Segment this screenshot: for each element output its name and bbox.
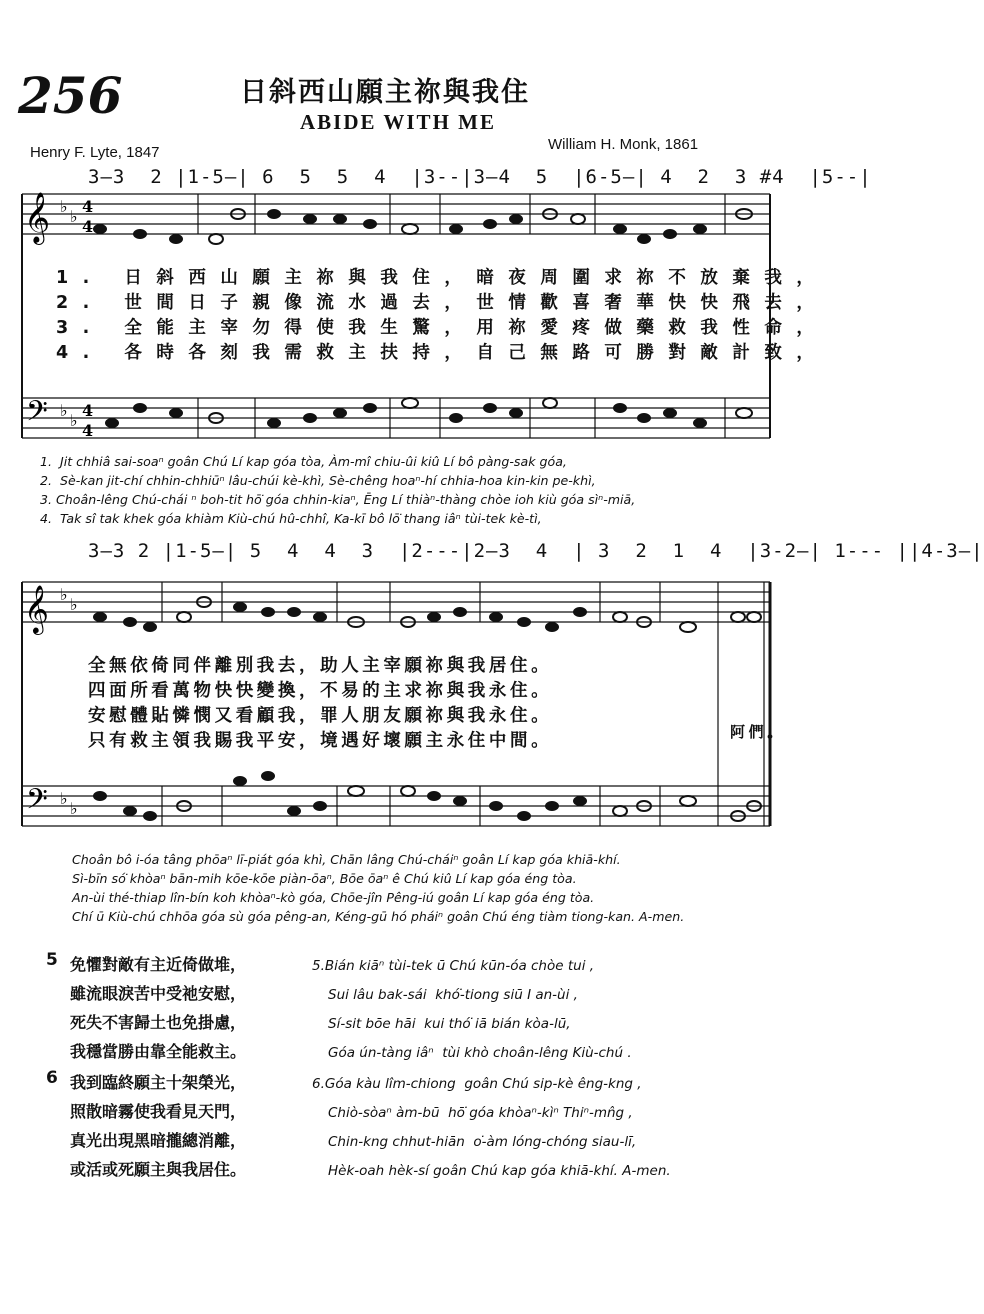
romanized-line: Sì-bīn só͘ khòaⁿ bān-mih kōe-kōe piàn-ōaⁿ, Bōe ōaⁿ ê Chú kiû Lí kap góa éng tòa. <box>72 871 577 886</box>
verse-6-romanized <box>312 1070 671 1186</box>
title-chinese: 日斜西山願主祢與我住 <box>240 77 530 108</box>
verse-6-chinese <box>70 1068 246 1184</box>
svg-text:♭: ♭ <box>60 585 68 604</box>
composer-credit: William H. Monk, 1861 <box>548 136 699 153</box>
amen-chinese: 阿們。 <box>730 723 786 741</box>
verse-line: 死失不害歸土也免掛慮， <box>70 1013 247 1032</box>
lyrics-chinese-block-1 <box>56 264 828 364</box>
svg-text:4: 4 <box>82 401 94 420</box>
verse-romanized-line: Góa ún-tàng iâⁿ tùi khò choân-lêng Kiù-chú . <box>328 1045 632 1061</box>
verse-6-number: 6 <box>46 1068 58 1088</box>
lyric-line: 安慰體貼憐憫又看顧我，罪人朋友願祢與我永住。 <box>88 706 553 726</box>
lyric-line: 全無依倚同伴離別我去，助人主宰願祢與我居住。 <box>88 656 553 676</box>
verse-romanized-line: Sui lâu bak-sái khó͘-tiong siū I an-ùi , <box>328 987 578 1003</box>
svg-text:4: 4 <box>82 421 94 440</box>
lyric-line: 四面所看萬物快快變換，不易的主求祢與我永住。 <box>88 681 553 701</box>
svg-text:4: 4 <box>82 197 94 216</box>
svg-text:♭: ♭ <box>60 789 68 808</box>
svg-text:♭: ♭ <box>70 207 78 226</box>
numbered-notation-line-1: 3—3 2 |1-5—| 6 5 5 4 |3--|3—4 5 |6-5—| 4 2 3 #4 |5--| <box>88 166 872 188</box>
lyric-line: 1. 日斜西山願主祢與我住，暗夜周圍求祢不放棄我， <box>56 268 829 288</box>
lyricist-credit: Henry F. Lyte, 1847 <box>30 144 160 161</box>
lyrics-romanized-block-1 <box>40 452 635 528</box>
verse-romanized-line: Sí-sit bōe hāi kui thó͘ iā bián kòa-lū, <box>328 1016 571 1032</box>
verse-line: 雖流眼淚苦中受祂安慰， <box>70 984 247 1003</box>
romanized-line: Choân bô i-óa tâng phōaⁿ lī-piát góa khì, Chān lâng Chú-cháiⁿ goân Lí kap góa khiā-khí. <box>72 852 621 867</box>
lyrics-chinese-block-2 <box>88 652 552 752</box>
romanized-line: 2. Sè-kan jit-chí chhin-chhiūⁿ lâu-chúi kè-khì, Sè-chêng hoaⁿ-hí chhia-hoa kin-kin pe-khì, <box>40 473 596 488</box>
svg-text:♭: ♭ <box>60 401 68 420</box>
romanized-line: 3. Choân-lêng Chú-chái ⁿ boh-tit hō͘ góa chhin-kiaⁿ, Ēng Lí thiàⁿ-thàng chòe ioh kiù góa sìⁿ-miā, <box>40 492 636 507</box>
romanized-line: An-ùi thé-thiap lîn-bín koh khòaⁿ-kò góa, Chōe-jîn Pêng-iú goân Lí kap góa éng tòa. <box>72 890 595 905</box>
verse-5-chinese <box>70 950 246 1066</box>
svg-text:4: 4 <box>82 217 94 236</box>
romanized-line: Chí ū Kiù-chú chhōa góa sù góa pêng-an, Kéng-gū hó pháiⁿ goân Chú éng tiàm tiong-kan. A-men. <box>72 909 685 924</box>
verse-5-number: 5 <box>46 950 58 970</box>
verse-romanized-line: 5.Bián kiāⁿ tùi-tek ū Chú kūn-óa chòe tui , <box>312 958 595 974</box>
verse-line: 真光出現黑暗攏總消離， <box>70 1131 247 1150</box>
verse-line: 照散暗霧使我看見天門， <box>70 1102 247 1121</box>
hymn-number: 256 <box>18 66 123 125</box>
bass-clef-icon-2: 𝄢 <box>26 783 48 823</box>
numbered-notation-line-2: 3—3 2 |1-5—| 5 4 4 3 |2---|2—3 4 | 3 2 1 4 |3-2—| 1--- ||4-3—| <box>88 540 984 562</box>
svg-text:♭: ♭ <box>70 595 78 614</box>
verse-line: 我穩當勝由靠全能救主。 <box>70 1042 247 1061</box>
bass-clef-icon: 𝄢 <box>26 395 48 435</box>
verse-5-romanized <box>312 952 632 1068</box>
treble-clef-icon-2: 𝄞 <box>24 584 49 633</box>
lyric-line: 2. 世間日子親像流水過去，世情歡喜奢華快快飛去， <box>56 293 829 313</box>
title-english: ABIDE WITH ME <box>300 110 496 134</box>
verse-line: 或活或死願主與我居住。 <box>70 1160 247 1179</box>
romanized-line: 1. Jit chhiâ sai-soaⁿ goân Chú Lí kap góa tòa, Àm-mî chiu-ûi kiû Lí bô pàng-sak góa, <box>40 454 567 469</box>
lyric-line: 4. 各時各刻我需救主扶持，自己無路可勝對敵計致， <box>56 343 829 363</box>
svg-text:♭: ♭ <box>70 799 78 818</box>
verse-romanized-line: Chiò-sòaⁿ àm-bū hō͘ góa khòaⁿ-kìⁿ Thiⁿ-mn̂g , <box>328 1105 633 1121</box>
verse-romanized-line: Hèk-oah hèk-sí goân Chú kap góa khiā-khí. A-men. <box>328 1163 671 1179</box>
lyric-line: 3. 全能主宰勿得使我生驚，用祢愛疼做藥救我性命， <box>56 318 829 338</box>
romanized-line: 4. Tak sî tak khek góa khiàm Kiù-chú hû-chhî, Ka-kī bô lō͘ thang iâⁿ tùi-tek kè-tì, <box>40 511 542 526</box>
verse-line: 我到臨終願主十架榮光， <box>70 1073 247 1092</box>
svg-text:♭: ♭ <box>70 411 78 430</box>
lyrics-romanized-block-2 <box>72 850 684 926</box>
svg-text:♭: ♭ <box>60 197 68 216</box>
lyric-line: 只有救主領我賜我平安，境遇好壞願主永住中間。 <box>88 731 553 751</box>
treble-clef-icon: 𝄞 <box>24 192 51 243</box>
verse-romanized-line: Chin-kng chhut-hiān o͘-àm lóng-chóng siau-lī, <box>328 1134 637 1150</box>
verse-line: 免懼對敵有主近倚做堆， <box>70 955 247 974</box>
verse-romanized-line: 6.Góa kàu lîm-chiong goân Chú sip-kè êng-kng , <box>312 1076 642 1092</box>
